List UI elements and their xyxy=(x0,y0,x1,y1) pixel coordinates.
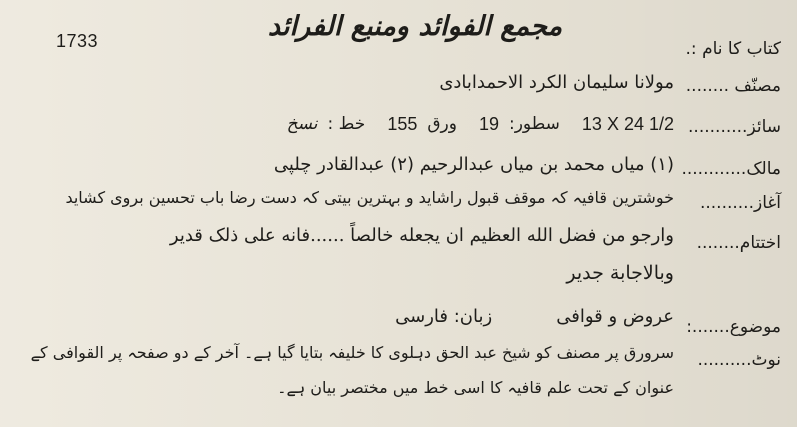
subject-value: عروض و قوافی xyxy=(556,306,674,327)
note-line-1: سرورق پر مصنف کو شیخ عبد الحق دہلوی کا خلیفہ بتایا گیا ہے۔ آخر کے دو صفحہ پر القوافی کے xyxy=(30,343,674,362)
language xyxy=(395,306,492,327)
catalog-number: 1733 xyxy=(56,31,99,51)
script-label: خط : xyxy=(327,114,366,134)
subject-and-language xyxy=(395,306,674,327)
owner-value: (۱) میاں محمد بن میاں عبدالرحیم (۲) عبدالقادر چلپی xyxy=(273,154,674,175)
manuscript-specs xyxy=(265,114,674,135)
folios-value: 155 xyxy=(387,114,418,134)
author-label: مصنّف ........ xyxy=(685,76,781,96)
script-value: نسخ xyxy=(286,114,318,134)
beginning-value: خوشترین قافیہ کہ موقف قبول راشاید و بہترین بیتی کہ دست رضا باب تحسین بروی کشاید xyxy=(65,188,674,207)
dimensions-value: 13 X 24 1/2 xyxy=(581,114,674,134)
beginning-label: آغاز.......... xyxy=(699,193,781,213)
book-name-label: کتاب کا نام :. xyxy=(685,39,781,59)
note-line-2: عنوان کے تحت علم قافیہ کا اسی خط میں مختصر بیان ہے۔ xyxy=(277,378,674,397)
author-value: مولانا سلیمان الکرد الاحمدابادی xyxy=(439,72,674,93)
lines-value: 19 xyxy=(478,114,499,134)
language-value: فارسی xyxy=(395,306,448,327)
folios xyxy=(387,114,457,135)
book-title: مجمع الفوائد ومنبع الفرائد xyxy=(267,11,563,42)
ending-label: اختتام........ xyxy=(696,233,781,253)
subject-label: موضوع.......: xyxy=(686,317,781,337)
ending-line-2: وبالاجابة جدیر xyxy=(566,262,674,284)
ending-line-1: وارجو من فضل الله العظیم ان یجعله خالصاً ......فانه علی ذلک قدیر xyxy=(169,225,674,246)
note-label: نوٹ.......... xyxy=(697,350,781,370)
owner-label: مالک............ xyxy=(681,159,781,179)
lines-label: سطور: xyxy=(509,114,560,134)
size-label: سائز........... xyxy=(688,117,781,137)
lines xyxy=(479,114,560,135)
dimensions xyxy=(582,114,674,135)
language-label: زبان: xyxy=(453,306,493,327)
folios-label: ورق xyxy=(427,114,457,134)
script xyxy=(287,114,366,135)
